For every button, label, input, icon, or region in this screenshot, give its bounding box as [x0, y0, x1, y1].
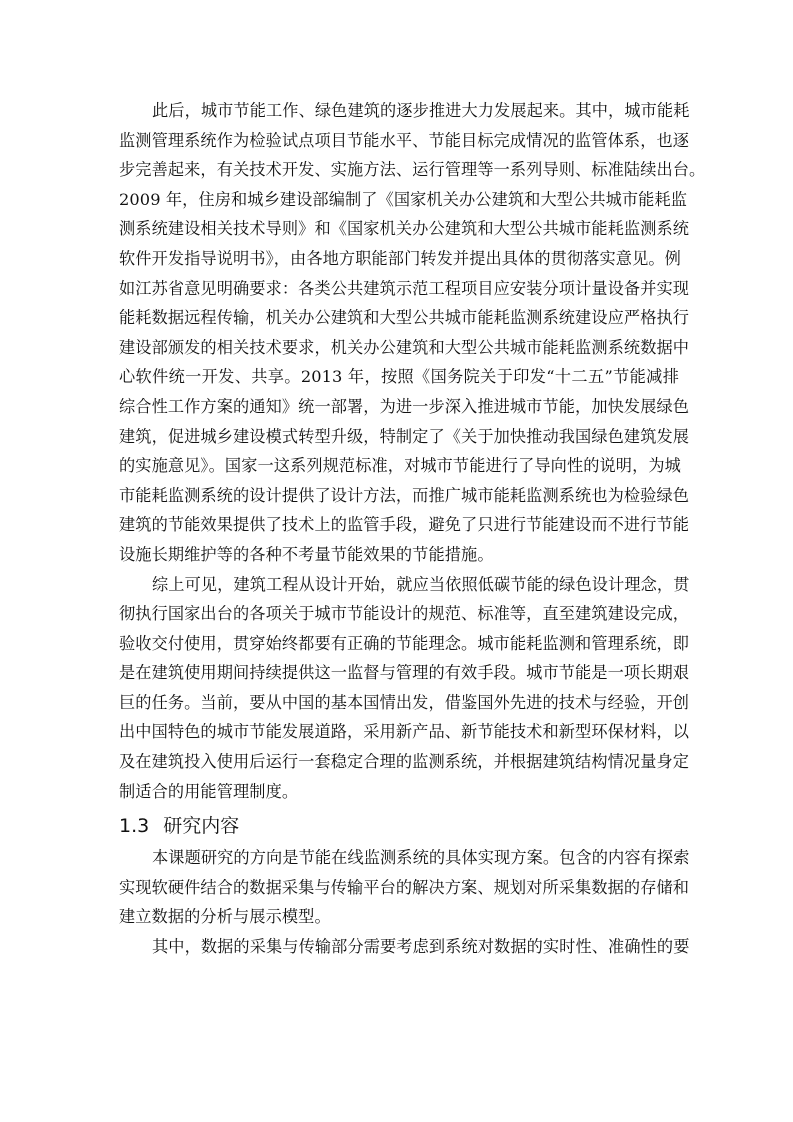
text-line: 其中，数据的采集与传输部分需要考虑到系统对数据的实时性、准确性的要 [152, 937, 690, 957]
text-line: 建设部颁发的相关技术要求，机关办公建筑和大型公共城市能耗监测系统数据中 [119, 337, 690, 357]
text-line: 能耗数据远程传输，机关办公建筑和大型公共城市能耗监测系统建设应严格执行 [119, 308, 690, 328]
text-line: 2009 年，住房和城乡建设部编制了《国家机关办公建筑和大型公共城市能耗监 [119, 189, 688, 209]
text-line: 出中国特色的城市节能发展道路，采用新产品、新节能技术和新型环保材料，以 [119, 722, 690, 742]
text-line: 及在建筑投入使用后运行一套稳定合理的监测系统，并根据建筑结构情况量身定 [119, 752, 690, 772]
section-title: 研究内容 [163, 815, 240, 838]
text-line: 巨的任务。当前，要从中国的基本国情出发，借鉴国外先进的技术与经验，开创 [119, 692, 690, 712]
paragraph-summary [119, 570, 690, 807]
text-line: 制适合的用能管理制度。 [119, 781, 299, 801]
text-line: 建筑，促进城乡建设模式转型升级，特制定了《关于加快推动我国绿色建筑发展 [119, 426, 690, 446]
text-line: 的实施意见》。国家一这系列规范标准，对城市节能进行了导向性的说明，为城 [119, 456, 681, 476]
section-number: 1.3 [119, 815, 150, 838]
text-line: 综合性工作方案的通知》统一部署，为进一步深入推进城市节能，加快发展绿色 [119, 396, 690, 416]
text-line: 监测管理系统作为检验试点项目节能水平、节能目标完成情况的监管体系，也逐 [119, 130, 690, 150]
text-line: 实现软硬件结合的数据采集与传输平台的解决方案、规划对所采集数据的存储和 [119, 877, 690, 897]
text-line: 软件开发指导说明书》，由各地方职能部门转发并提出具体的贯彻落实意见。例 [119, 248, 681, 268]
paragraph-research-direction [119, 843, 690, 932]
section-heading [119, 809, 679, 843]
text-line: 验收交付使用，贯穿始终都要有正确的节能理念。城市能耗监测和管理系统，即 [119, 633, 690, 653]
text-line: 心软件统一开发、共享。2013 年，按照《国务院关于印发“十二五”节能减排 [119, 367, 679, 387]
text-line: 此后，城市节能工作、绿色建筑的逐步推进大力发展起来。其中，城市能耗 [152, 101, 690, 120]
text-line: 设施长期维护等的各种不考量节能效果的节能措施。 [119, 544, 494, 564]
document-page [119, 96, 706, 962]
text-line: 市能耗监测系统的设计提供了设计方法，而推广城市能耗监测系统也为检验绿色 [119, 485, 690, 505]
text-line: 建立数据的分析与展示模型。 [119, 907, 331, 927]
text-line: 本课题研究的方向是节能在线监测系统的具体实现方案。包含的内容有探索 [152, 848, 690, 868]
text-line: 测系统建设相关技术导则》和《国家机关办公建筑和大型公共城市能耗监测系统 [119, 219, 690, 239]
text-line: 彻执行国家出台的各项关于城市节能设计的规范、标准等，直至建筑建设完成， [119, 604, 690, 624]
paragraph-data-collection [119, 932, 690, 962]
text-line: 建筑的节能效果提供了技术上的监管手段，避免了只进行节能建设而不进行节能 [119, 515, 690, 535]
text-line: 步完善起来，有关技术开发、实施方法、运行管理等一系列导则、标准陆续出台。 [119, 160, 706, 180]
text-line: 如江苏省意见明确要求：各类公共建筑示范工程项目应安装分项计量设备并实现 [119, 278, 690, 298]
text-line: 综上可见，建筑工程从设计开始，就应当依照低碳节能的绿色设计理念，贯 [152, 574, 690, 594]
paragraph-urban-energy-history [119, 96, 706, 570]
text-line: 是在建筑使用期间持续提供这一监督与管理的有效手段。城市节能是一项长期艰 [119, 663, 690, 683]
